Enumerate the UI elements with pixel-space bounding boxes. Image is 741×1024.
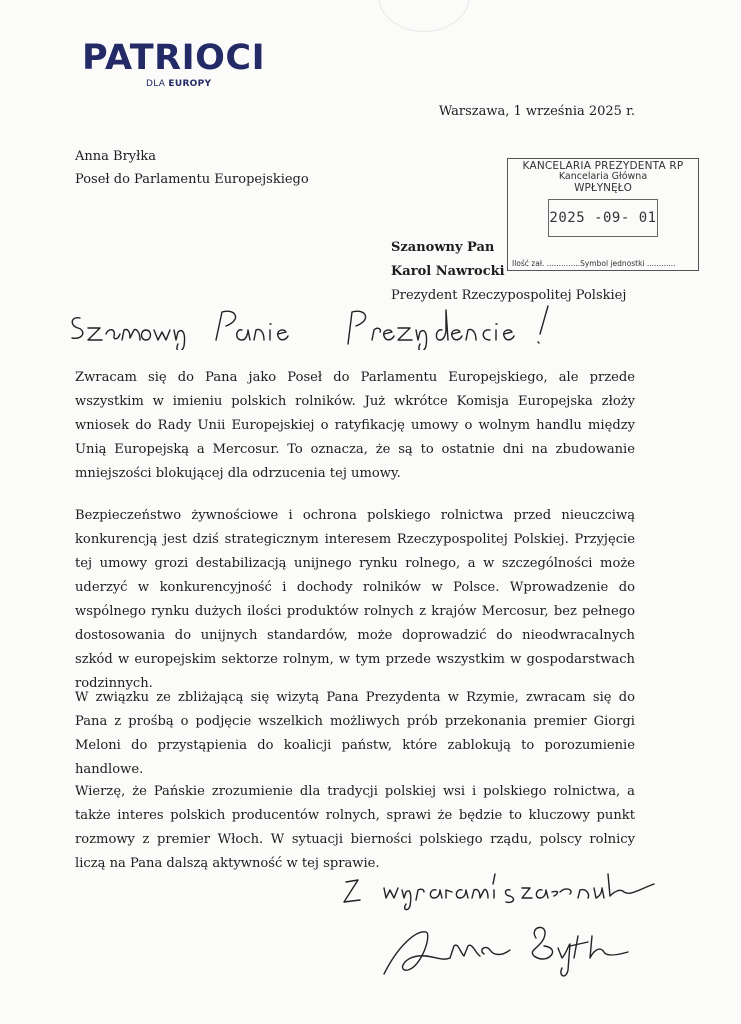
stamp-footer: Ilość zał. ..............Symbol jednostki ............: [512, 259, 676, 268]
logo-sub-prefix: DLA: [146, 79, 166, 89]
stamp-line-1: KANCELARIA PREZYDENTA RP: [522, 160, 684, 172]
paper-fold-mark: [378, 0, 470, 32]
paragraph-1: Zwracam się do Pana jako Poseł do Parlamentu Europejskiego, ale przede wszystkim w imieniu polskich rolników. Już wkrótce Komisja Europejska złoży wniosek do Rady Unii Europejskiej o ratyfikację umowy o wolnym handlu między Unią Europejską a Mercosur. To oznacza, że są to ostatnie dni na zbudowanie mniejszości blokującej dla odrzucenia tej umowy.: [75, 370, 635, 482]
stamp-date: 2025 -09- 01: [548, 199, 658, 237]
handwritten-signature: [338, 866, 688, 986]
sender-name: Anna Bryłka: [75, 149, 156, 164]
stamp-line-2: Kancelaria Główna: [558, 171, 648, 182]
handwritten-salutation: [66, 300, 566, 350]
party-logo-subtitle: [146, 79, 211, 89]
date-line: Warszawa, 1 września 2025 r.: [438, 104, 635, 119]
recipient-block: [391, 236, 626, 308]
paragraph-2: Bezpieczeństwo żywnościowe i ochrona polskiego rolnictwa przed nieuczciwą konkurencją jest dziś strategicznym interesem Rzeczypospolitej Polskiej. Przyjęcie tej umowy grozi destabilizacją unijnego rynku rolnego, a w szczególności może uderzyć w konkurencyjność i dochody rolników w Polsce. Wprowadzenie do wspólnego rynku dużych ilości produktów rolnych z krajów Mercosur, bez pełnego dostosowania do unijnych standardów, może doprowadzić do nieodwracalnych szkód w europejskim sektorze rolnym, w tym przede wszystkim w gospodarstwach rodzinnych.: [75, 508, 635, 692]
stamp-line-3: WPŁYNĘŁO: [574, 182, 632, 194]
paragraph-3: W związku ze zbliżającą się wizytą Pana Prezydenta w Rzymie, zwracam się do Pana z prośbą o podjęcie wszelkich możliwych prób przekonania premier Giorgi Meloni do przystąpienia do koalicji państw, które zablokują to porozumienie handlowe.: [75, 690, 635, 778]
sender-title: Poseł do Parlamentu Europejskiego: [75, 172, 309, 187]
recipient-title: Prezydent Rzeczypospolitej Polskiej: [391, 288, 627, 303]
logo-sub-bold: EUROPY: [168, 79, 212, 89]
recipient-name: Karol Nawrocki: [391, 264, 505, 279]
sender-block: [75, 145, 309, 191]
recipient-greeting: Szanowny Pan: [391, 240, 495, 255]
paragraph-4: Wierzę, że Pańskie zrozumienie dla tradycji polskiej wsi i polskiego rolnictwa, a także interes polskich producentów rolnych, sprawi że będzie to kluczowy punkt rozmowy z premier Włoch. W sytuacji bierności polskiego rządu, polscy rolnicy liczą na Pana dalszą aktywność w tej sprawie.: [75, 784, 635, 872]
party-logo: PATRIOCI: [82, 38, 266, 78]
